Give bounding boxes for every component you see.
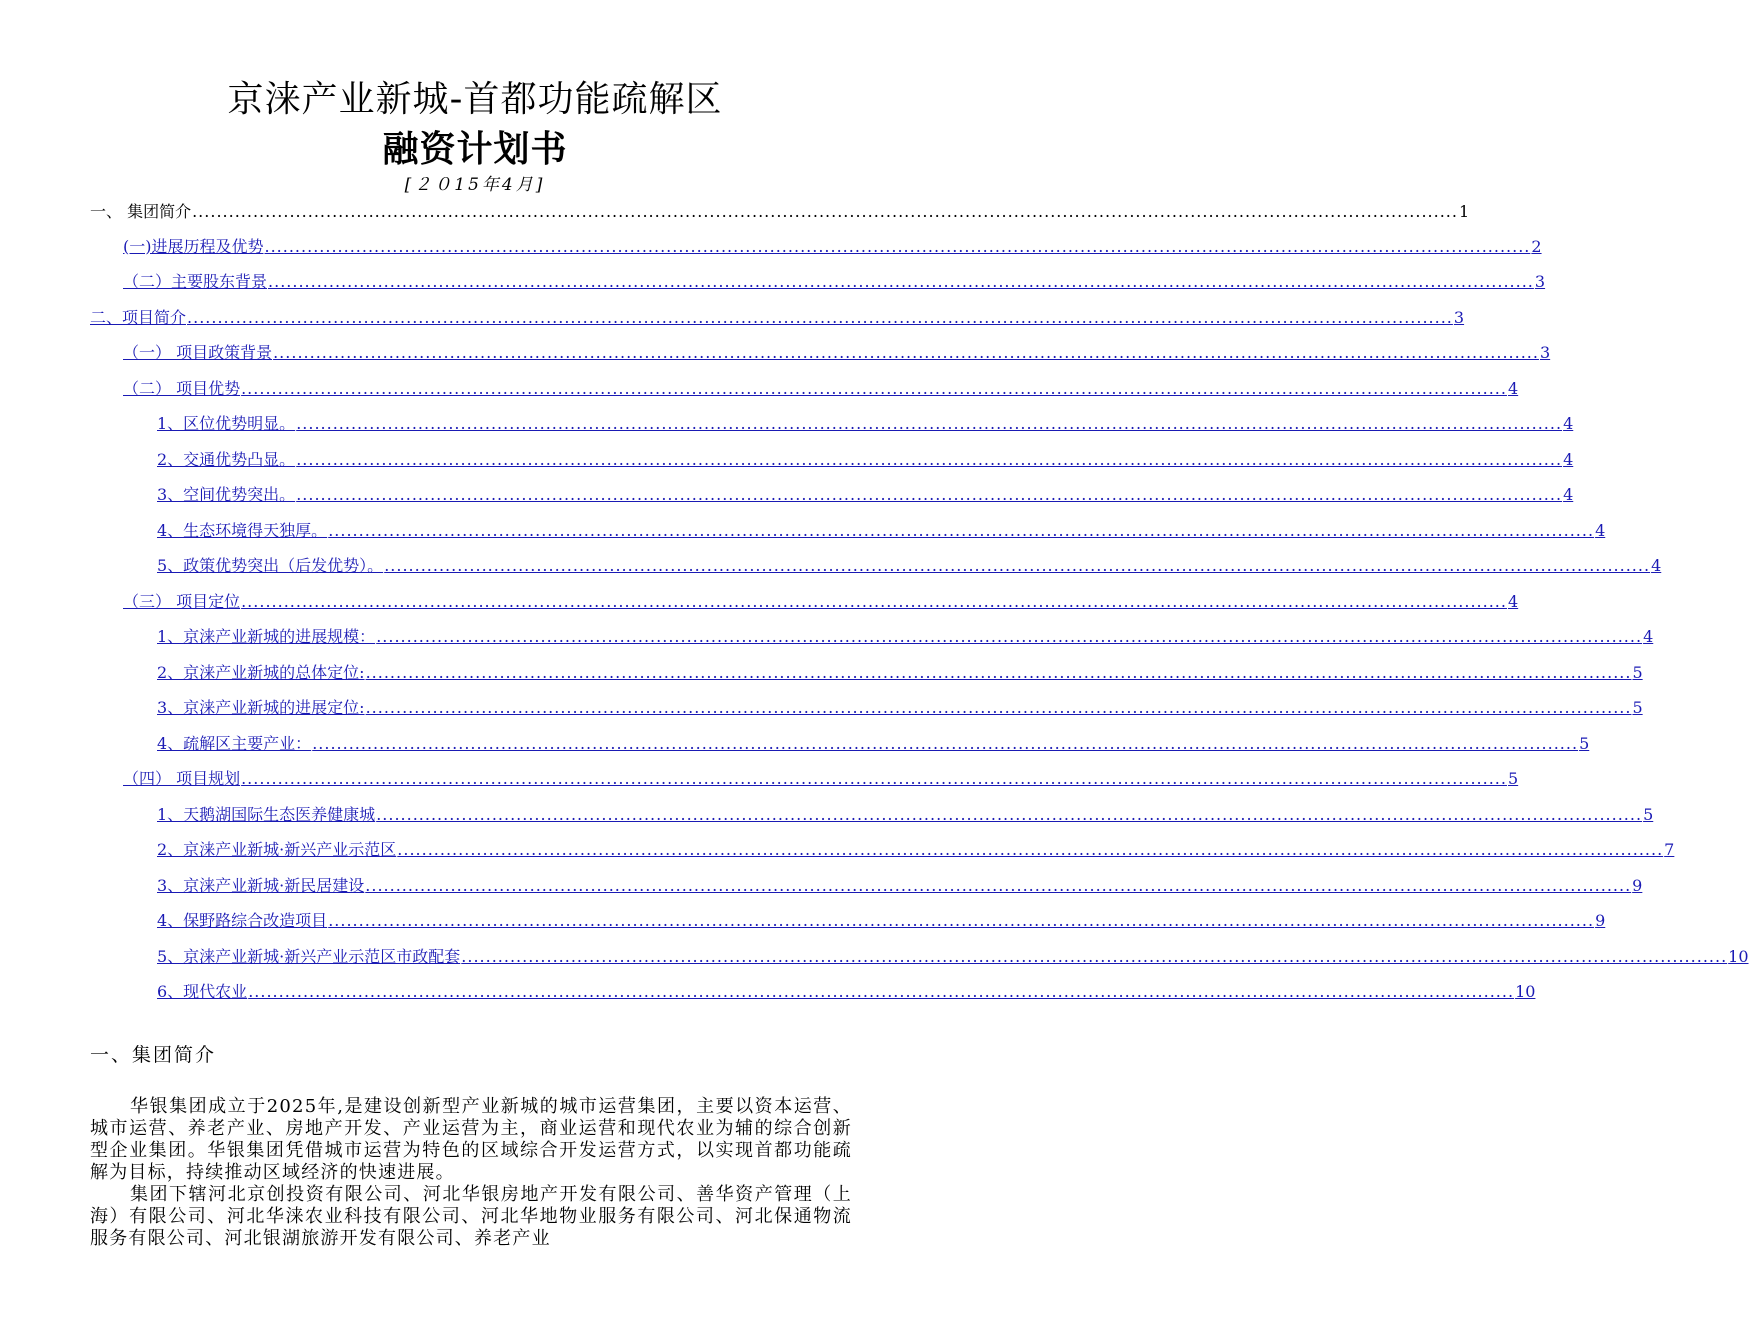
document-title: 京涞产业新城-首都功能疏解区 [227,79,723,120]
toc-entry-page: 5 [1643,805,1654,824]
toc-entry-page: 4 [1651,556,1662,575]
toc-entry-page: 4 [1507,592,1519,611]
toc-leader-dots: ................................................................................................................................................................................................................ [187,308,1453,327]
toc-entry[interactable] [123,270,1546,292]
toc-entry[interactable] [157,625,1654,647]
toc-entry-text: 4、保野路综合改造项目 [157,911,328,930]
body-paragraph: 集团下辖河北京创投资有限公司、河北华银房地产开发有限公司、善华资产管理（上海）有限公司、河北华涞农业科技有限公司、河北华地物业服务有限公司、河北保通物流服务有限公司、河北银湖旅游开发有限公司、养老产业 [90,1184,852,1249]
toc-entry-page: 4 [1563,485,1574,504]
toc-entry-text: （三） 项目定位 [123,592,241,611]
toc-entry[interactable] [157,448,1574,470]
toc-entry[interactable] [157,945,1749,967]
toc-entry[interactable] [157,483,1574,505]
toc-entry-page: 5 [1579,734,1590,753]
toc-entry-page: 4 [1563,414,1574,433]
toc-entry[interactable] [123,377,1519,399]
toc-leader-dots: ................................................................................................................................................................................................................ [461,947,1728,966]
toc-leader-dots: ................................................................................................................................................................................................................ [376,805,1643,824]
toc-entry-text: （二） 项目优势 [123,379,241,398]
toc-entry[interactable] [157,519,1606,541]
toc-leader-dots: ................................................................................................................................................................................................................ [365,663,1632,682]
toc-entry-page: 3 [1534,272,1546,291]
toc-entry-text: (一)进展历程及优势 [123,237,264,256]
toc-entry-text: 2、京涞产业新城·新兴产业示范区 [157,840,397,859]
toc-leader-dots: ................................................................................................................................................................................................................ [296,450,1563,469]
toc-entry-page: 7 [1664,840,1675,859]
toc-entry[interactable] [157,803,1654,825]
toc-leader-dots: ................................................................................................................................................................................................................ [312,734,1579,753]
toc-entry[interactable] [157,980,1536,1002]
toc-entry[interactable] [90,306,1465,328]
toc-entry-text: 1、区位优势明显。 [157,414,296,433]
toc-entry[interactable] [157,874,1643,896]
toc-leader-dots: ................................................................................................................................................................................................................ [376,627,1643,646]
toc-entry-text: （四） 项目规划 [123,769,241,788]
toc-leader-dots: ................................................................................................................................................................................................................ [273,343,1539,362]
document-subtitle: 融资计划书 [382,129,568,170]
toc-leader-dots: ................................................................................................................................................................................................................ [241,769,1507,788]
toc-entry[interactable] [157,732,1590,754]
toc-entry-text: 6、现代农业 [157,982,248,1001]
toc-entry-page: 4 [1563,450,1574,469]
toc-leader-dots: ................................................................................................................................................................................................................ [296,485,1563,504]
toc-entry[interactable] [157,661,1643,683]
toc-entry[interactable] [90,200,1470,222]
toc-entry[interactable] [123,235,1542,257]
toc-entry[interactable] [157,696,1643,718]
toc-entry-page: 5 [1632,663,1643,682]
toc-leader-dots: ................................................................................................................................................................................................................ [365,698,1632,717]
toc-entry-page: 4 [1595,521,1606,540]
toc-entry[interactable] [157,838,1675,860]
toc-entry-page: 10 [1728,947,1749,966]
toc-entry-page: 9 [1632,876,1643,895]
toc-entry-page: 3 [1539,343,1551,362]
toc-leader-dots: ................................................................................................................................................................................................................ [328,521,1595,540]
toc-entry-text: （二）主要股东背景 [123,272,268,291]
toc-entry-page: 5 [1507,769,1519,788]
toc-entry-text: 3、京涞产业新城的进展定位: [157,698,365,717]
body-paragraph: 华银集团成立于2025年,是建设创新型产业新城的城市运营集团，主要以资本运营、城市运营、养老产业、房地产开发、产业运营为主，商业运营和现代农业为辅的综合创新型企业集团。华银集团凭借城市运营为特色的区域综合开发运营方式，以实现首都功能疏解为目标，持续推动区域经济的快速进展。 [90,1096,852,1183]
toc-leader-dots: ................................................................................................................................................................................................................ [264,237,1531,256]
toc-entry-page: 2 [1531,237,1542,256]
toc-entry-text: 3、京涞产业新城·新民居建设 [157,876,365,895]
toc-leader-dots: ................................................................................................................................................................................................................ [384,556,1651,575]
toc-leader-dots: ................................................................................................................................................................................................................ [397,840,1664,859]
toc-entry-text: 4、生态环境得天独厚。 [157,521,328,540]
toc-entry[interactable] [123,767,1519,789]
toc-entry-text: 1、京涞产业新城的进展规模： [157,627,376,646]
toc-entry-text: （一） 项目政策背景 [123,343,273,362]
toc-leader-dots: ................................................................................................................................................................................................................ [248,982,1515,1001]
toc-leader-dots: ................................................................................................................................................................................................................ [365,876,1632,895]
toc-leader-dots: ................................................................................................................................................................................................................ [268,272,1534,291]
toc-entry-text: 二、项目简介 [90,308,187,327]
toc-entry-text: 2、交通优势凸显。 [157,450,296,469]
toc-entry[interactable] [157,412,1574,434]
toc-leader-dots: ................................................................................................................................................................................................................ [241,592,1507,611]
toc-entry-text: 5、京涞产业新城·新兴产业示范区市政配套 [157,947,461,966]
toc-leader-dots: ................................................................................................................................................................................................................ [241,379,1507,398]
section-heading: 一、集团简介 [90,1044,217,1066]
document-date: [２０15年4月] [404,175,546,195]
toc-entry[interactable] [123,341,1551,363]
toc-leader-dots: ................................................................................................................................................................................................................ [192,202,1458,221]
toc-entry-page: 3 [1453,308,1465,327]
toc-entry[interactable] [157,909,1606,931]
toc-entry-page: 4 [1507,379,1519,398]
toc-entry-page: 9 [1595,911,1606,930]
toc-leader-dots: ................................................................................................................................................................................................................ [296,414,1563,433]
toc-entry[interactable] [123,590,1519,612]
toc-entry-page: 10 [1515,982,1536,1001]
toc-entry-text: 1、天鹅湖国际生态医养健康城 [157,805,376,824]
toc-entry-text: 5、政策优势突出（后发优势）。 [157,556,384,575]
toc-entry-page: 1 [1458,202,1470,221]
toc-entry-page: 5 [1632,698,1643,717]
toc-entry-text: 2、京涞产业新城的总体定位: [157,663,365,682]
toc-entry-text: 一、 集团简介 [90,202,192,221]
toc-leader-dots: ................................................................................................................................................................................................................ [328,911,1595,930]
toc-entry-text: 3、空间优势突出。 [157,485,296,504]
toc-entry[interactable] [157,554,1662,576]
toc-entry-page: 4 [1643,627,1654,646]
toc-entry-text: 4、疏解区主要产业： [157,734,312,753]
